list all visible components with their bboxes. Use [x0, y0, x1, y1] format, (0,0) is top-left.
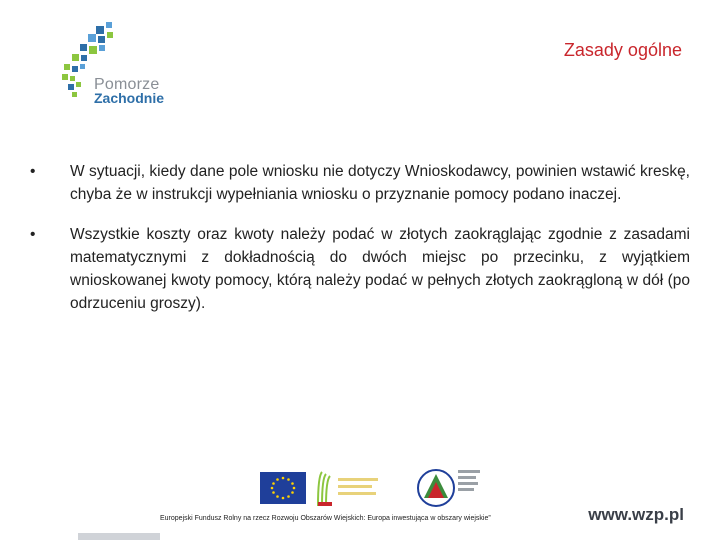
bottom-decoration-bar [78, 533, 160, 540]
bullet-item [30, 160, 690, 206]
bullet-text: W sytuacji, kiedy dane pole wniosku nie dotyczy Wnioskodawcy, powinien wstawić kreskę, chyba że w instrukcji wypełniania wniosku o przyznanie pomocy podano inaczej. [70, 163, 690, 203]
bullet-text: Wszystkie koszty oraz kwoty należy podać w złotych zaokrąglając zgodnie z zasadami matematycznymi z dokładnością do dwóch miejsc po przecinku, z wyjątkiem wnioskowanej kwoty pomocy, którą należy podać w pełnych złotych zaokrągloną w dół (po odrzuceniu groszy). [70, 226, 690, 312]
logo-text-pomorze: Pomorze [94, 76, 160, 93]
eu-flag-icon [260, 472, 306, 504]
bullet-list [30, 160, 690, 332]
footer-note: Europejski Fundusz Rolny na rzecz Rozwoju Obszarów Wiejskich: Europa inwestująca w obszary wiejskie” [160, 515, 491, 522]
slide-title: Zasady ogólne [563, 40, 682, 60]
footer-url: www.wzp.pl [588, 505, 684, 524]
prow-logo-icon [414, 462, 484, 514]
bullet-item [30, 223, 690, 315]
footer-logos [258, 460, 498, 515]
logo-text-zachodnie: Zachodnie [94, 90, 165, 106]
bullet-marker: • [30, 226, 36, 243]
leader-logo-icon [312, 466, 382, 512]
bullet-marker: • [30, 163, 36, 180]
